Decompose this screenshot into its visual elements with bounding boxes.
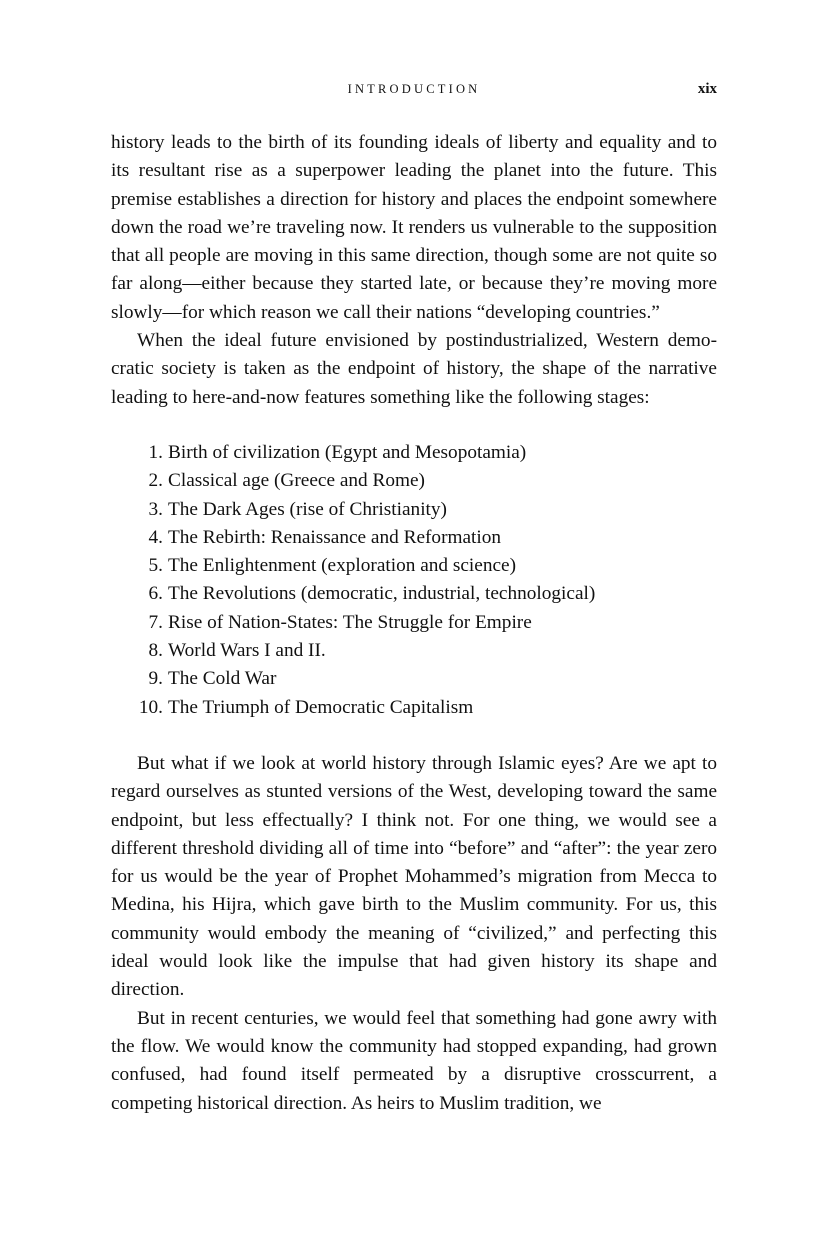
list-item-number: 7. bbox=[148, 611, 163, 633]
paragraph-stages-intro: When the ideal future envisioned by postindustrialized, Western democratic society is taken as the endpoint of history, the shape of the narrative leading to here-and-now features something like the following stages: bbox=[111, 330, 717, 408]
list-item-number: 1. bbox=[148, 441, 163, 463]
paragraph-recent-centuries: But in recent centuries, we would feel that something had gone awry with the flow. We would know the community had stopped expanding, had grown confused, had found itself permeated by a disruptive crosscurrent, a competing historical direction. As heirs to Muslim tradition, we bbox=[111, 1007, 717, 1114]
list-item bbox=[111, 439, 717, 467]
book-page bbox=[111, 0, 717, 1250]
stages-list bbox=[111, 439, 717, 722]
list-item-number: 4. bbox=[148, 526, 163, 548]
list-item-number: 3. bbox=[148, 498, 163, 520]
paragraph-continued: history leads to the birth of its founding ideals of liberty and equality and to its resultant rise as a superpower leading the planet into the future. This premise establishes a direction for history and places the endpoint somewhere down the road we’re traveling now. It renders us vulnerable to the supposition that all people are moving in this same direction, though some are not quite so far along—either because they started late, or because they’re moving more slowly—for which reason we call their nations “developing countries.” bbox=[111, 132, 717, 323]
list-item bbox=[111, 496, 717, 524]
list-item-text: The Triumph of Democratic Capitalism bbox=[168, 696, 474, 718]
list-item-number: 2. bbox=[148, 470, 163, 492]
list-item bbox=[111, 580, 717, 608]
list-item-number: 5. bbox=[148, 555, 163, 577]
list-item-number: 10. bbox=[138, 696, 163, 718]
running-title: INTRODUCTION bbox=[347, 82, 481, 96]
list-item-text: The Cold War bbox=[168, 668, 277, 690]
list-item-text: Birth of civilization (Egypt and Mesopotamia) bbox=[168, 441, 527, 463]
list-item-text: The Dark Ages (rise of Christianity) bbox=[168, 498, 447, 520]
list-item bbox=[111, 637, 717, 665]
list-item-number: 8. bbox=[148, 640, 163, 662]
list-item-text: Rise of Nation-States: The Struggle for Empire bbox=[168, 611, 532, 633]
list-item bbox=[111, 665, 717, 693]
body-text bbox=[111, 129, 717, 1118]
running-head bbox=[111, 82, 717, 100]
list-item-text: The Rebirth: Renaissance and Reformation bbox=[168, 526, 502, 548]
list-item bbox=[111, 524, 717, 552]
list-item-text: Classical age (Greece and Rome) bbox=[168, 470, 425, 492]
list-item-text: World Wars I and II. bbox=[168, 640, 326, 662]
list-item bbox=[111, 552, 717, 580]
list-item bbox=[111, 467, 717, 495]
page-number: xix bbox=[697, 81, 717, 97]
list-item bbox=[111, 609, 717, 637]
paragraph-islamic-eyes: But what if we look at world history through Islamic eyes? Are we apt to regard ourselves as stunted versions of the West, developing toward the same endpoint, but less effectually? I think not. For one thing, we would see a different threshold dividing all of time into “before” and “after”: the year zero for us would be the year of Prophet Mohammed’s migration from Mecca to Medina, his Hijra, which gave birth to the Muslim community. For us, this community would embody the meaning of “civilized,” and perfecting this ideal would look like the impulse that had given history its shape and direction. bbox=[111, 752, 717, 1001]
list-item-number: 9. bbox=[148, 668, 163, 690]
list-item-number: 6. bbox=[148, 583, 163, 605]
list-item-text: The Enlightenment (exploration and science) bbox=[168, 555, 517, 577]
list-item bbox=[111, 694, 717, 722]
list-item-text: The Revolutions (democratic, industrial, technological) bbox=[168, 583, 596, 605]
